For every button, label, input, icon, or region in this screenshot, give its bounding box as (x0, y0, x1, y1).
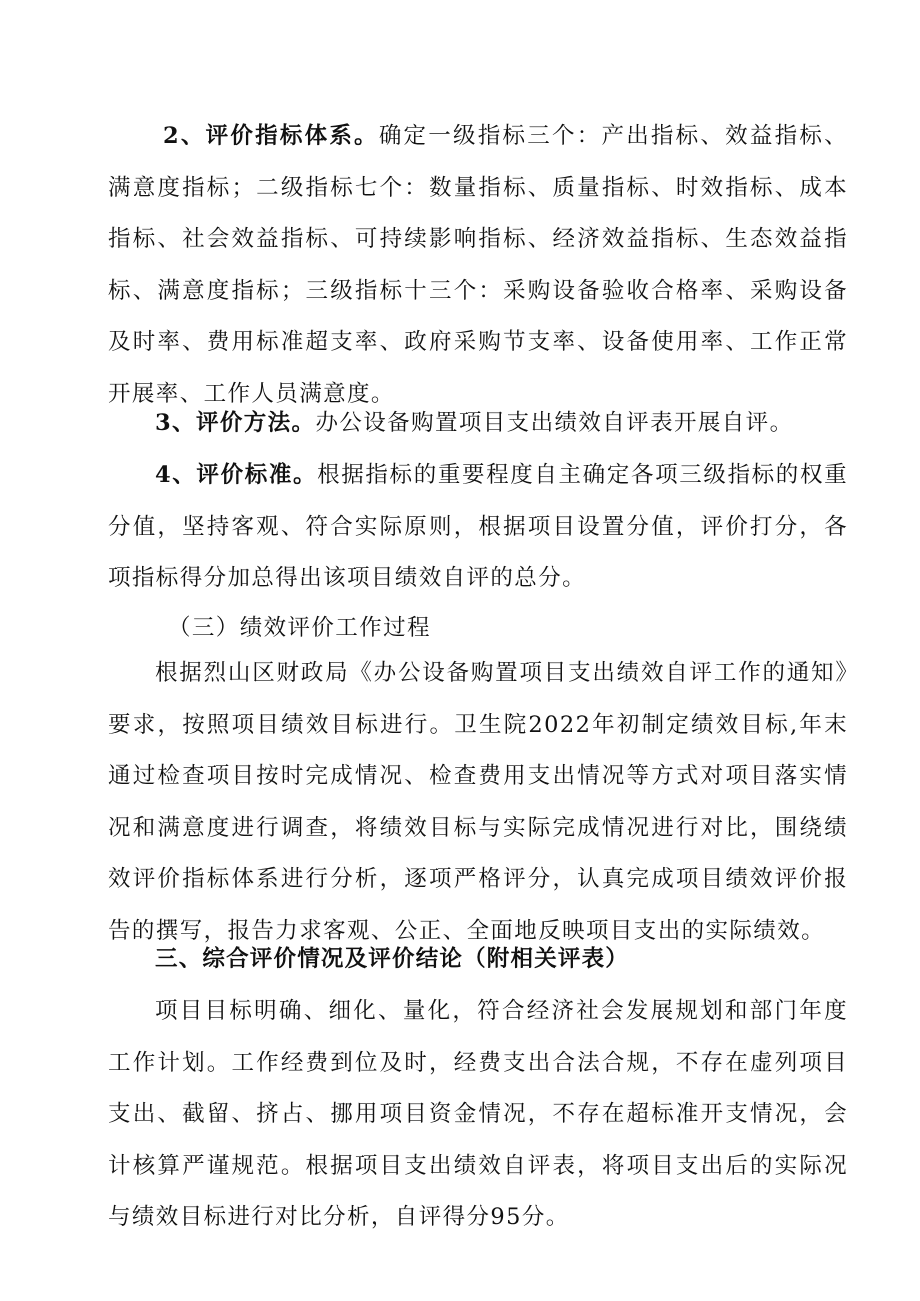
section-heading-comprehensive-evaluation: 三、综合评价情况及评价结论（附相关评表） (155, 946, 630, 972)
section-heading-evaluation-process: （三）绩效评价工作过程 (168, 615, 431, 641)
paragraph-evaluation-method (108, 398, 848, 450)
paragraph-body: 确定一级指标三个：产出指标、效益指标、满意度指标；二级指标七个：数量指标、质量指标、时效指标、成本指标、社会效益指标、可持续影响指标、经济效益指标、生态效益指标、满意度指标；三级指标十三个：采购设备验收合格率、采购设备及时率、费用标准超支率、政府采购节支率、设备使用率、工作正常开展率、工作人员满意度。 (108, 123, 848, 407)
paragraph-evaluation-standard (108, 450, 848, 605)
paragraph-body: 根据指标的重要程度自主确定各项三级指标的权重分值，坚持客观、符合实际原则，根据项目设置分值，评价打分，各项指标得分加总得出该项目绩效自评的总分。 (108, 462, 848, 592)
paragraph-evaluation-index-system (108, 111, 848, 421)
paragraph-body: 办公设备购置项目支出绩效自评表开展自评。 (315, 410, 794, 436)
paragraph-lead: 2、评价指标体系。 (163, 123, 379, 149)
paragraph-evaluation-process: 根据烈山区财政局《办公设备购置项目支出绩效自评工作的通知》要求，按照项目绩效目标进行。卫生院2022年初制定绩效目标,年末通过检查项目按时完成情况、检查费用支出情况等方式对项目落实情况和满意度进行调查，将绩效目标与实际完成情况进行对比，围绕绩效评价指标体系进行分析，逐项严格评分，认真完成项目绩效评价报告的撰写，报告力求客观、公正、全面地反映项目支出的实际绩效。 (108, 660, 848, 944)
paragraph-lead: 4、评价标准。 (155, 462, 318, 488)
paragraph-lead: 3、评价方法。 (155, 410, 316, 436)
paragraph-evaluation-conclusion: 项目目标明确、细化、量化，符合经济社会发展规划和部门年度工作计划。工作经费到位及时，经费支出合法合规，不存在虚列项目支出、截留、挤占、挪用项目资金情况，不存在超标准开支情况，会计核算严谨规范。根据项目支出绩效自评表，将项目支出后的实际况与绩效目标进行对比分析，自评得分95分。 (108, 998, 848, 1231)
